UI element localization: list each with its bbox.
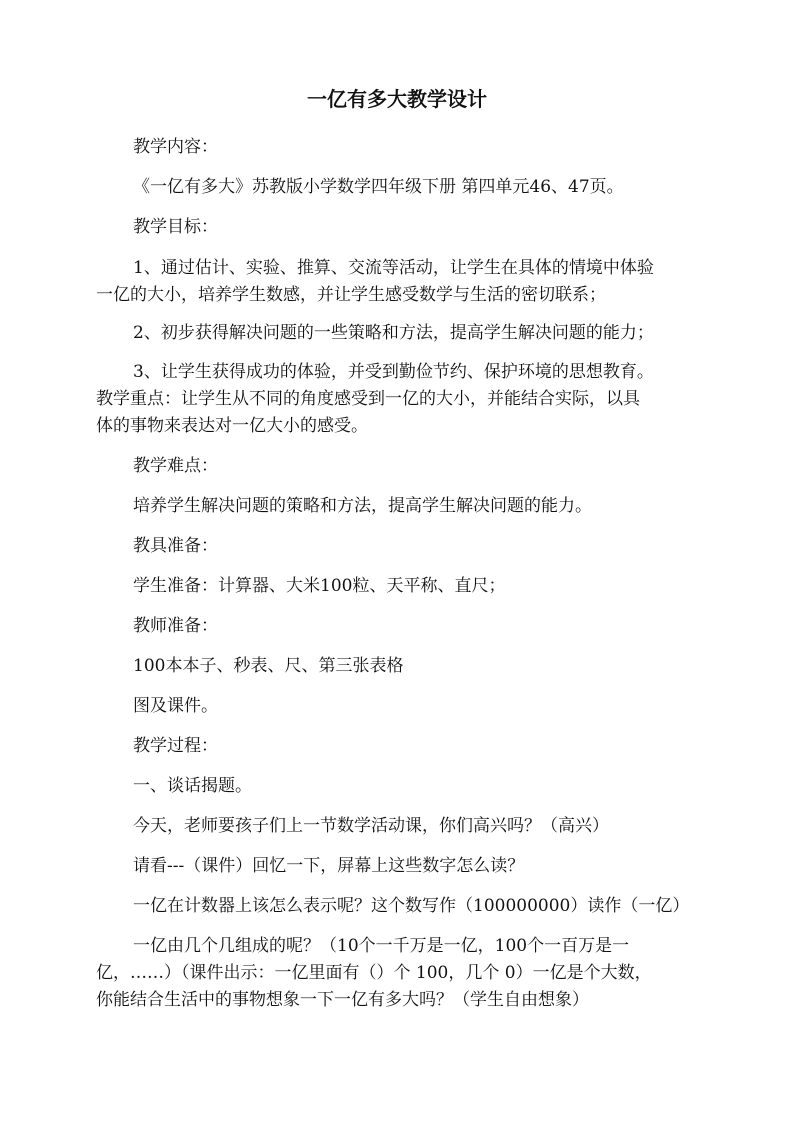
text-line-figures-courseware: 图及课件。	[133, 696, 218, 716]
text-line-teacher-materials-heading: 教师准备：	[133, 616, 218, 636]
text-line-counter: 一亿在计数器上该怎么表示呢？这个数写作（100000000）读作（一亿）	[133, 896, 690, 916]
text-line-student-materials: 学生准备：计算器、大米100粒、天平称、直尺；	[133, 576, 506, 596]
text-line-goal-2: 2、初步获得解决问题的一些策略和方法，提高学生解决问题的能力；	[133, 323, 654, 343]
text-line-textbook-reference: 《一亿有多大》苏教版小学数学四年级下册 第四单元46、47页。	[133, 177, 624, 197]
text-line-goal-1b: 一亿的大小，培养学生数感，并让学生感受数学与生活的密切联系；	[96, 285, 606, 305]
text-line-difficulties-heading: 教学难点：	[133, 456, 218, 476]
text-line-goal-1a: 1、通过估计、实验、推算、交流等活动，让学生在具体的情境中体验	[133, 258, 654, 278]
text-line-key-points-b: 体的事物来表达对一亿大小的感受。	[96, 416, 368, 436]
text-line-today: 今天，老师要孩子们上一节数学活动课，你们高兴吗？（高兴）	[133, 816, 609, 836]
text-line-goal-3: 3、让学生获得成功的体验，并受到勤俭节约、保护环境的思想教育。	[133, 362, 654, 382]
text-line-teacher-materials: 100本本子、秒表、尺、第三张表格	[133, 656, 404, 676]
text-line-difficulties: 培养学生解决问题的策略和方法，提高学生解决问题的能力。	[133, 496, 592, 516]
text-line-goals-heading: 教学目标：	[133, 217, 218, 237]
text-line-section-one: 一、谈话揭题。	[133, 776, 252, 796]
text-line-process-heading: 教学过程：	[133, 736, 218, 756]
document-title: 一亿有多大教学设计	[307, 87, 487, 111]
text-line-materials-heading: 教具准备：	[133, 536, 218, 556]
text-line-composition-a: 一亿由几个几组成的呢？（10个一千万是一亿，100个一百万是一	[133, 936, 630, 956]
text-line-composition-c: 你能结合生活中的事物想象一下一亿有多大吗？（学生自由想象）	[96, 990, 589, 1010]
text-line-composition-b: 亿，……）（课件出示：一亿里面有（）个 100，几个 0）一亿是个大数，	[96, 963, 652, 983]
text-line-teaching-content-heading: 教学内容：	[133, 137, 218, 157]
text-line-look-recall: 请看---（课件）回忆一下，屏幕上这些数字怎么读？	[133, 856, 525, 876]
text-line-key-points-a: 教学重点：让学生从不同的角度感受到一亿的大小，并能结合实际，以具	[96, 389, 640, 409]
